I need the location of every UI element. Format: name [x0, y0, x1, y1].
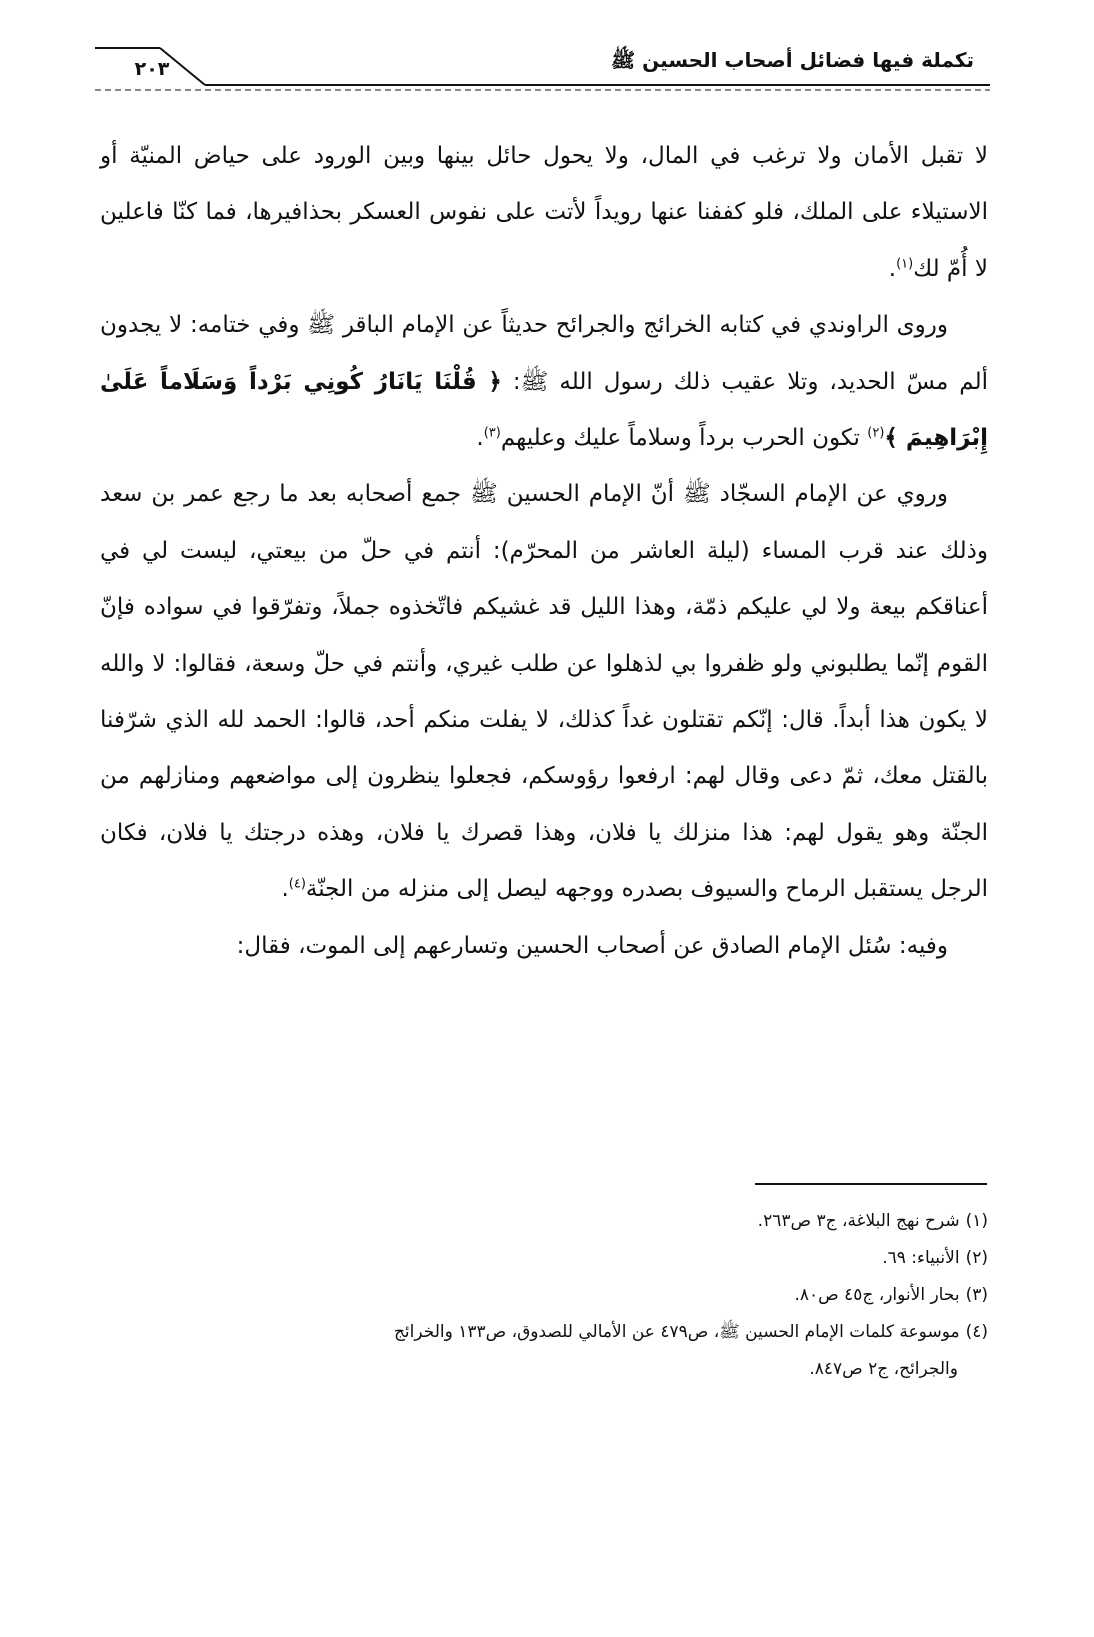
footnote-3 [100, 1277, 988, 1314]
paragraph-3-text: وروي عن الإمام السجّاد ﷺ أنّ الإمام الحسين ﷺ جمع أصحابه بعد ما رجع عمر بن سعد وذلك عند قرب المساء (ليلة العاشر من المحرّم): أنتم في حلّ من بيعتي، ليست لي في أعناقكم بيعة ولا لي عليكم ذمّة، وهذا الليل قد غشيكم فاتّخذوه جملاً، وتفرّقوا في سواده فإنّ القوم إنّما يطلبوني ولو ظفروا بي لذهلوا عن طلب غيري، وأنتم في حلّ وسعة، فقالوا: لا والله لا يكون هذا أبداً. قال: إنّكم تقتلون غداً كذلك، لا يفلت منكم أحد، قالوا: الحمد لله الذي شرّفنا بالقتل معك، ثمّ دعى وقال لهم: ارفعوا رؤوسكم، فجعلوا ينظرون إلى مواضعهم ومنازلهم من الجنّة وهو يقول لهم: هذا منزلك يا فلان، وهذا قصرك يا فلان، وهذه درجتك يا فلان، فكان الرجل يستقبل الرماح والسيوف بصدره ووجهه ليصل إلى منزله من الجنّة [100, 481, 988, 903]
footnote-ref-1: (١) [896, 256, 914, 272]
paragraph-4 [100, 918, 988, 974]
footnote-separator [755, 1183, 987, 1185]
honorific-mark: ﷺ [611, 48, 636, 72]
paragraph-3-tail: . [281, 876, 289, 903]
footnote-4-continuation: والجرائح، ج٢ ص٨٤٧. [809, 1359, 958, 1379]
paragraph-2 [100, 297, 988, 466]
paragraph-4-text: وفيه: سُئل الإمام الصادق عن أصحاب الحسين وتسارعهم إلى الموت، فقال: [236, 932, 948, 959]
footnote-2-text: الأنبياء: ٦٩. [882, 1248, 960, 1268]
running-title-text: تكملة فيها فضائل أصحاب الحسين [642, 48, 974, 72]
paragraph-1-text: لا تقبل الأمان ولا ترغب في المال، ولا يحول حائل بينها وبين الورود على حياض المنيّة أو الاستيلاء على الملك، فلو كففنا عنها رويداً لأتت على نفوس العسكر بحذافيرها، فما كنّا فاعلين لا أُمّ لك [100, 143, 988, 282]
page-number: ٢٠٣ [134, 58, 170, 80]
footnote-1 [100, 1203, 988, 1240]
paragraph-3 [100, 466, 988, 917]
paragraph-2-text-b: تكون الحرب برداً وسلاماً عليك وعليهم [500, 425, 868, 452]
paragraph-2-text-a: وروى الراوندي في كتابه الخرائج والجرائح حديثاً عن الإمام الباقر ﷺ وفي ختامه: لا يجدون ألم مسّ الحديد، وتلا عقيب ذلك رسول الله ﷺ: [100, 312, 988, 395]
footnote-3-text: بحار الأنوار، ج٤٥ ص٨٠. [794, 1285, 960, 1305]
footnote-2 [100, 1240, 988, 1277]
footnote-4 [100, 1314, 988, 1351]
footnote-2-number: (٢) [965, 1248, 988, 1268]
main-text [100, 128, 988, 974]
paragraph-1 [100, 128, 988, 297]
quran-verse: ﴿ قُلْنَا يَانَارُ كُونِي بَرْداً وَسَلَاماً عَلَىٰ إِبْرَاهِيمَ ﴾ [100, 368, 988, 452]
footnote-ref-4: (٤) [288, 876, 306, 892]
footnote-1-text: شرح نهج البلاغة، ج٣ ص٢٦٣. [757, 1211, 960, 1231]
paragraph-2-tail: . [476, 425, 484, 452]
footnotes [100, 1203, 988, 1388]
footnote-3-number: (٣) [965, 1285, 988, 1305]
footnote-4-text: موسوعة كلمات الإمام الحسين ﷺ، ص٤٧٩ عن الأمالي للصدوق، ص١٣٣ والخرائج [393, 1322, 960, 1342]
footnote-4-number: (٤) [965, 1322, 988, 1342]
paragraph-1-tail: . [888, 255, 897, 282]
running-title [611, 48, 974, 77]
footnote-ref-2: (٢) [867, 425, 885, 441]
footnote-ref-3: (٣) [483, 425, 501, 441]
footnote-1-number: (١) [965, 1211, 988, 1231]
